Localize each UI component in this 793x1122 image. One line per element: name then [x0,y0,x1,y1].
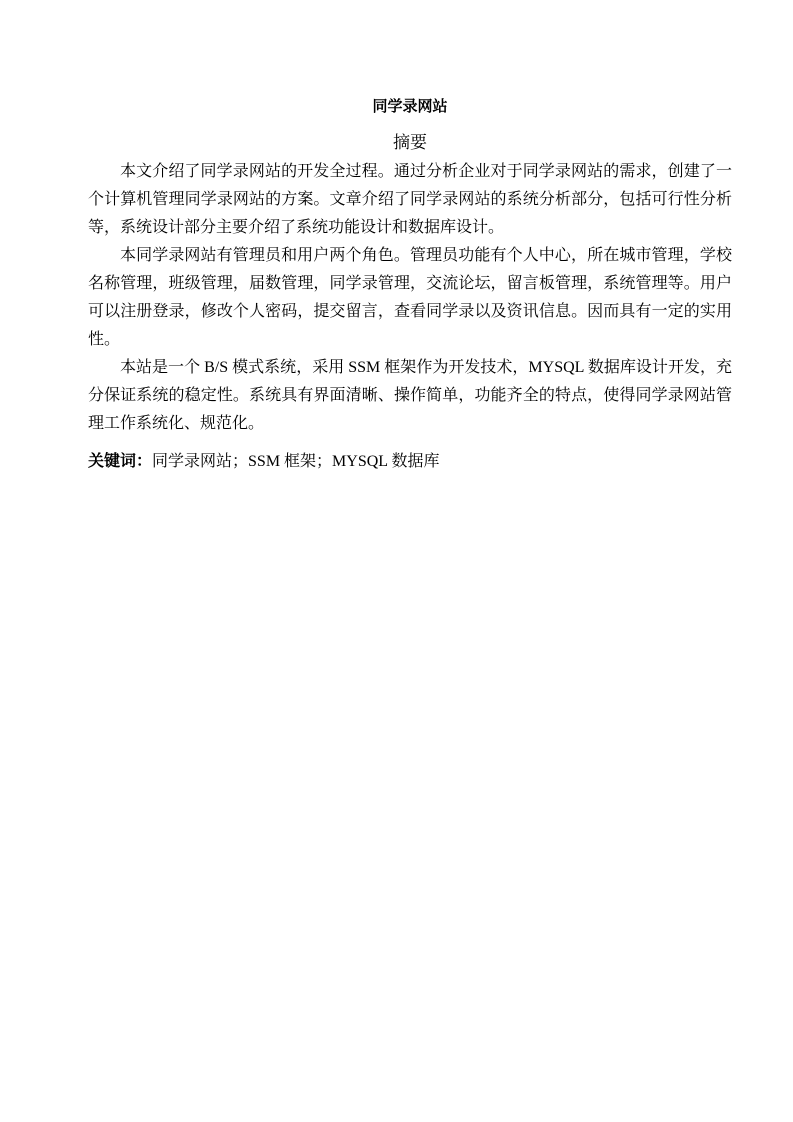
abstract-paragraph-1: 本文介绍了同学录网站的开发全过程。通过分析企业对于同学录网站的需求，创建了一个计算机管理同学录网站的方案。文章介绍了同学录网站的系统分析部分，包括可行性分析等，系统设计部分主要介绍了系统功能设计和数据库设计。 [88,163,732,236]
abstract-body [88,158,732,438]
abstract-paragraph-3: 本站是一个 B/S 模式系统，采用 SSM 框架作为开发技术，MYSQL 数据库设计开发，充分保证系统的稳定性。系统具有界面清晰、操作简单，功能齐全的特点，使得同学录网站管理工作系统化、规范化。 [88,359,732,432]
abstract-paragraph-2: 本同学录网站有管理员和用户两个角色。管理员功能有个人中心，所在城市管理，学校名称管理，班级管理，届数管理，同学录管理，交流论坛，留言板管理，系统管理等。用户可以注册登录，修改个人密码，提交留言，查看同学录以及资讯信息。因而具有一定的实用性。 [88,247,732,348]
keywords-line [88,448,732,476]
abstract-heading: 摘要 [393,133,427,152]
keywords-label: 关键词： [88,453,153,470]
document-title: 同学录网站 [372,99,448,115]
keywords-text: 同学录网站；SSM 框架；MYSQL 数据库 [152,453,440,470]
